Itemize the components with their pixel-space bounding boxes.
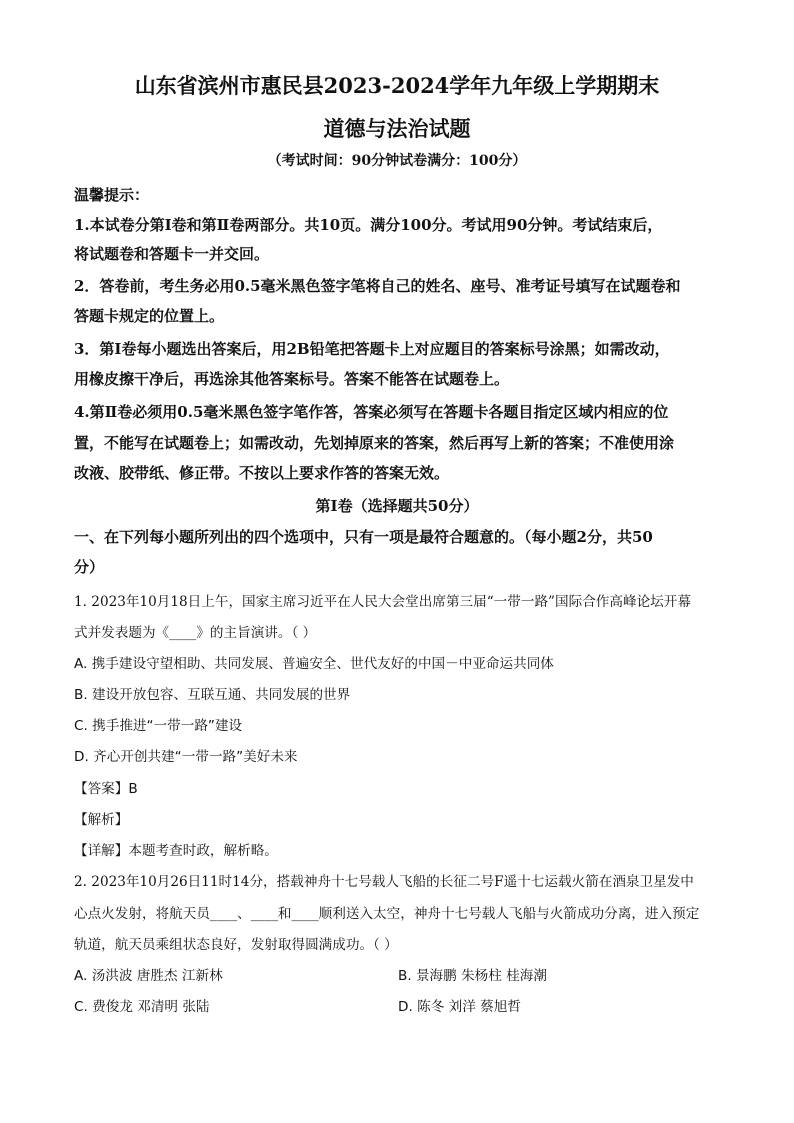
question-1-stem: 式并发表题为《____》的主旨演讲。（ ） [74, 625, 317, 641]
question-1-answer: 【答案】B [74, 781, 138, 797]
question-2-option-d: D. 陈冬 刘洋 蔡旭哲 [398, 999, 521, 1015]
section-instruction: 一、在下列每小题所列出的四个选项中，只有一项是最符合题意的。（每小题2分，共50 [74, 528, 653, 546]
notice-line: 答题卡规定的位置上。 [74, 307, 225, 325]
notice-line: 3．第Ⅰ卷每小题选出答案后，用2B铅笔把答题卡上对应题目的答案标号涂黑；如需改动， [74, 340, 670, 358]
question-2-option-c: C. 费俊龙 邓清明 张陆 [74, 999, 210, 1015]
page-title: 山东省滨州市惠民县2023-2024学年九年级上学期期末 [134, 73, 660, 98]
page-subject-title: 道德与法治试题 [323, 116, 471, 141]
question-2-option-a: A. 汤洪波 唐胜杰 江新林 [74, 968, 223, 984]
question-1-detail: 【详解】本题考查时政，解析略。 [74, 843, 278, 859]
section-instruction: 分） [74, 558, 105, 576]
notice-line: 将试题卷和答题卡一并交回。 [74, 245, 270, 263]
question-2-stem: 2. 2023年10月26日11时14分，搭载神舟十七号载人飞船的长征二号F遥十七运载火箭在酒泉卫星发中 [74, 874, 694, 890]
question-1-option-d: D. 齐心开创共建“一带一路”美好未来 [74, 749, 298, 765]
notice-line: 2．答卷前，考生务必用0.5毫米黑色签字笔将自己的姓名、座号、准考证号填写在试题卷和 [74, 277, 681, 295]
notice-line: 4.第Ⅱ卷必须用0.5毫米黑色签字笔作答，答案必须写在答题卡各题目指定区域内相应的位 [74, 403, 669, 421]
question-1-option-c: C. 携手推进“一带一路”建设 [74, 718, 243, 734]
question-1-option-b: B. 建设开放包容、互联互通、共同发展的世界 [74, 687, 351, 703]
question-2-option-b: B. 景海鹏 朱杨柱 桂海潮 [398, 968, 547, 984]
notice-line: 置，不能写在试题卷上；如需改动，先划掉原来的答案，然后再写上新的答案；不准使用涂 [74, 434, 675, 452]
notice-line: 1.本试卷分第Ⅰ卷和第Ⅱ卷两部分。共10页。满分100分。考试用90分钟。考试结束后， [74, 216, 663, 234]
notice-line: 改液、胶带纸、修正带。不按以上要求作答的答案无效。 [74, 464, 450, 482]
question-1-option-a: A. 携手建设守望相助、共同发展、普遍安全、世代友好的中国－中亚命运共同体 [74, 656, 554, 672]
notice-line: 用橡皮擦干净后，再选涂其他答案标号。答案不能答在试题卷上。 [74, 370, 510, 388]
notice-heading: 温馨提示： [74, 186, 150, 204]
exam-info: （考试时间：90分钟试卷满分：100分） [267, 153, 527, 169]
question-2-stem: 心点火发射，将航天员____、____和____顺利送入太空，神舟十七号载人飞船与火箭成功分离，进入预定 [74, 906, 700, 922]
section-title: 第Ⅰ卷（选择题共50分） [315, 497, 479, 515]
question-1-analysis-label: 【解析】 [74, 812, 129, 828]
question-1-stem: 1. 2023年10月18日上午，国家主席习近平在人民大会堂出席第三届“一带一路”国际合作高峰论坛开幕 [74, 594, 691, 610]
question-2-stem: 轨道，航天员乘组状态良好，发射取得圆满成功。（ ） [74, 937, 398, 953]
